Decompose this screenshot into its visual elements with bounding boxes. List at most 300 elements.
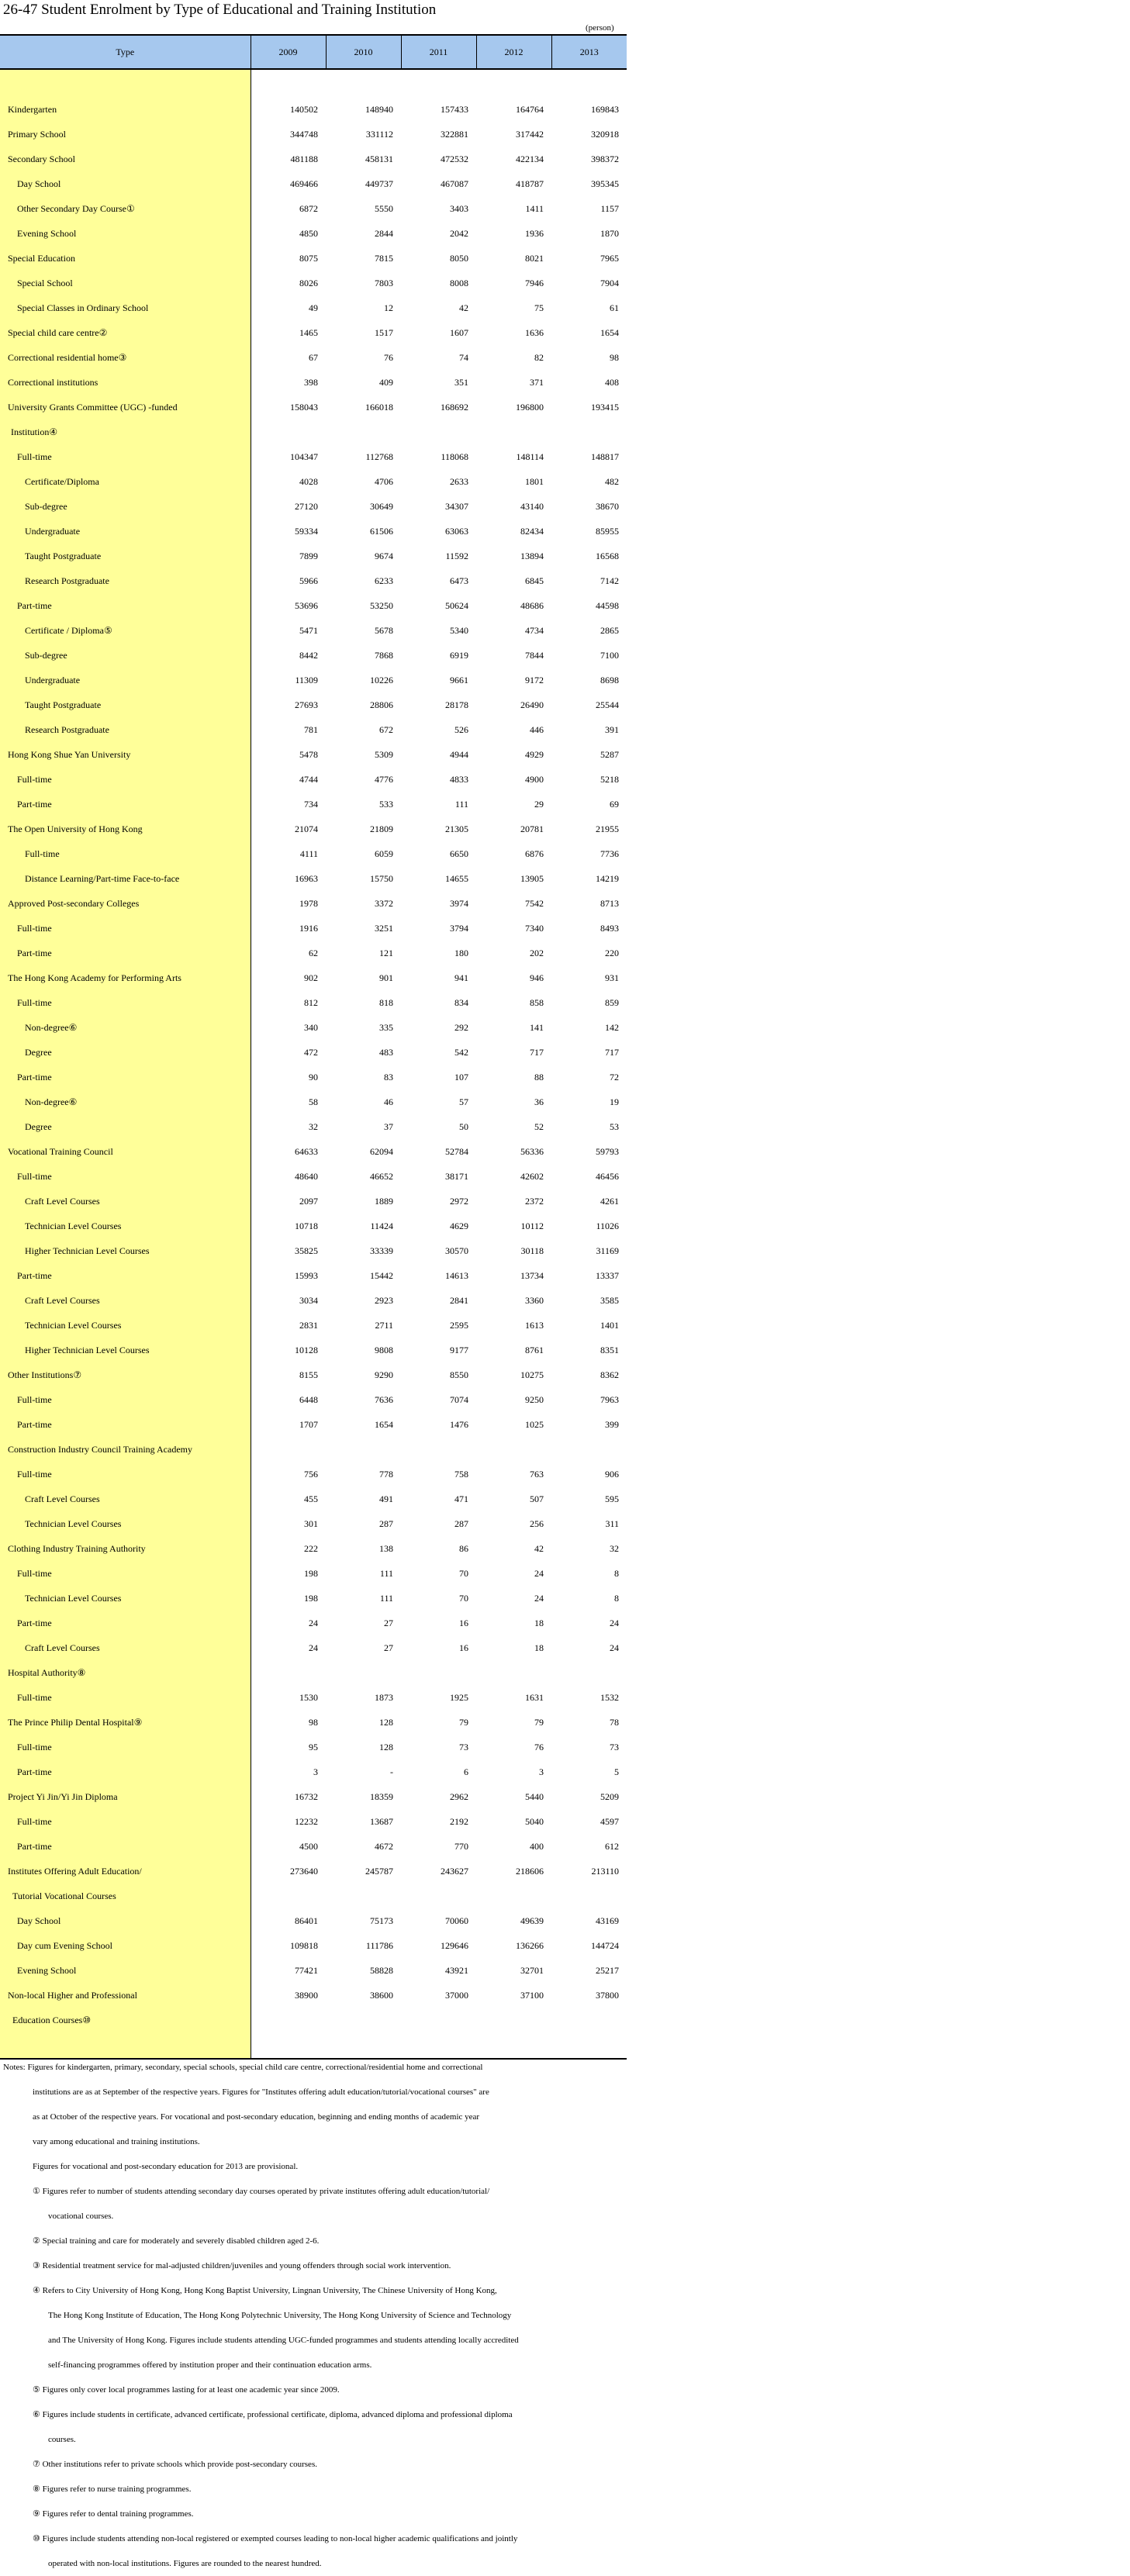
cell-value: 3034: [299, 1294, 318, 1306]
cell-value: 2865: [600, 624, 619, 636]
row-label: Technician Level Courses: [0, 1313, 251, 1338]
note-line: as at October of the respective years. For vocational and post-secondary education, beginning and ending months of academic year: [33, 2112, 480, 2122]
cell-value: 90: [309, 1071, 318, 1083]
cell-value: 901: [379, 972, 393, 983]
table-row: [0, 841, 627, 866]
cell-value: 902: [304, 972, 318, 983]
cell-value: [251, 1437, 326, 1462]
cell-value: 5040: [525, 1815, 544, 1827]
table-row: [0, 221, 627, 246]
cell-value: [251, 420, 326, 444]
cell-value: 79: [459, 1716, 468, 1728]
cell-value: 8550: [450, 1369, 468, 1380]
table-row: [0, 1511, 627, 1536]
row-label: Part-time: [0, 1412, 251, 1437]
note-line: ① Figures refer to number of students attending secondary day courses operated by private institutes offering adult education/tutorial/: [33, 2187, 490, 2196]
cell-value: 5471: [299, 624, 318, 636]
table-row: [0, 792, 627, 817]
table-row: [0, 271, 627, 295]
cell-value: 4028: [299, 475, 318, 487]
table-row: [0, 941, 627, 965]
cell-value: [551, 1884, 627, 1908]
cell-value: 5966: [299, 575, 318, 586]
row-label: Higher Technician Level Courses: [0, 1338, 251, 1362]
cell-value: 446: [530, 723, 544, 735]
cell-value: 15750: [370, 872, 393, 884]
table-row: [0, 69, 627, 97]
cell-value: 7965: [600, 252, 619, 264]
table-row: [0, 1288, 627, 1313]
cell-value: 111: [454, 798, 468, 810]
cell-value: 75173: [370, 1915, 393, 1926]
table-row: [0, 643, 627, 668]
cell-value: 180: [454, 947, 468, 958]
cell-value: 11026: [596, 1220, 619, 1231]
cell-value: 202: [530, 947, 544, 958]
cell-value: 717: [605, 1046, 619, 1058]
table-row: [0, 742, 627, 767]
cell-value: 8761: [525, 1344, 544, 1355]
row-label: Non-degree⑥: [0, 1015, 251, 1040]
cell-value: 8351: [600, 1344, 619, 1355]
table-row: [0, 1611, 627, 1635]
cell-value: 38900: [295, 1989, 318, 2001]
cell-value: 5478: [299, 748, 318, 760]
table-row: [0, 1859, 627, 1884]
cell-value: 46: [384, 1096, 393, 1107]
cell-value: 3360: [525, 1294, 544, 1306]
cell-value: 3974: [450, 897, 468, 909]
table-row: [0, 469, 627, 494]
cell-value: 344748: [290, 128, 318, 140]
cell-value: 43921: [445, 1964, 468, 1976]
table-row: [0, 1759, 627, 1784]
table-row: [0, 618, 627, 643]
header-row: [0, 35, 627, 69]
cell-value: 27693: [295, 699, 318, 710]
cell-value: 11592: [445, 550, 468, 561]
cell-value: 37100: [520, 1989, 544, 2001]
cell-value: 371: [530, 376, 544, 388]
cell-value: 62: [309, 947, 318, 958]
cell-value: 77421: [295, 1964, 318, 1976]
cell-value: 507: [530, 1493, 544, 1504]
cell-value: 76: [534, 1741, 544, 1752]
row-label: Vocational Training Council: [0, 1139, 251, 1164]
cell-value: 1631: [525, 1691, 544, 1703]
row-label: Full-time: [0, 1387, 251, 1412]
cell-value: 128: [379, 1716, 393, 1728]
cell-value: 1801: [525, 475, 544, 487]
table-row: [0, 1809, 627, 1834]
table-row: [0, 568, 627, 593]
cell-value: 469466: [290, 178, 318, 189]
row-label: Full-time: [0, 444, 251, 469]
cell-value: [551, 2008, 627, 2032]
cell-value: 76: [384, 351, 393, 363]
cell-value: 37000: [445, 1989, 468, 2001]
cell-value: 9808: [375, 1344, 393, 1355]
table-row: [0, 1065, 627, 1089]
cell-value: 245787: [365, 1865, 393, 1877]
cell-value: 2633: [450, 475, 468, 487]
cell-value: 5309: [375, 748, 393, 760]
cell-value: 38670: [596, 500, 619, 512]
note-line: ⑦ Other institutions refer to private schools which provide post-secondary courses.: [33, 2460, 317, 2469]
cell-value: 72: [610, 1071, 619, 1083]
cell-value: 422134: [516, 153, 544, 164]
table-row: [0, 246, 627, 271]
row-label: Construction Industry Council Training Academy: [0, 1437, 251, 1462]
cell-value: 483: [379, 1046, 393, 1058]
cell-value: 16: [459, 1642, 468, 1653]
cell-value: 1607: [450, 326, 468, 338]
cell-value: [551, 69, 627, 97]
cell-value: 10226: [370, 674, 393, 685]
row-label: Part-time: [0, 1065, 251, 1089]
row-label: Institutes Offering Adult Education/: [0, 1859, 251, 1884]
cell-value: 18359: [370, 1790, 393, 1802]
row-label: Day cum Evening School: [0, 1933, 251, 1958]
cell-value: 4929: [525, 748, 544, 760]
cell-value: 18: [534, 1642, 544, 1653]
row-label: Certificate / Diploma⑤: [0, 618, 251, 643]
cell-value: 21074: [295, 823, 318, 834]
note-line: courses.: [48, 2435, 76, 2444]
row-label: University Grants Committee (UGC) -funded: [0, 395, 251, 420]
cell-value: 70: [459, 1567, 468, 1579]
cell-value: 107: [454, 1071, 468, 1083]
table-row: [0, 817, 627, 841]
cell-value: 136266: [516, 1939, 544, 1951]
table-row: [0, 2008, 627, 2032]
cell-value: 32: [309, 1121, 318, 1132]
row-label: Tutorial Vocational Courses: [0, 1884, 251, 1908]
cell-value: 7542: [525, 897, 544, 909]
row-label: Correctional residential home③: [0, 345, 251, 370]
cell-value: 395345: [591, 178, 619, 189]
note-line: vary among educational and training institutions.: [33, 2137, 200, 2146]
cell-value: 12: [384, 302, 393, 313]
cell-value: 24: [534, 1567, 544, 1579]
cell-value: 75: [534, 302, 544, 313]
cell-value: 42602: [520, 1170, 544, 1182]
cell-value: 4744: [299, 773, 318, 785]
row-label: Full-time: [0, 841, 251, 866]
table-row: [0, 1487, 627, 1511]
cell-value: 7815: [375, 252, 393, 264]
note-line: ⑩ Figures include students attending non-local registered or exempted courses leading to non-local higher academic qualifications and jointly: [33, 2534, 518, 2543]
cell-value: 1870: [600, 227, 619, 239]
note-line: ② Special training and care for moderately and severely disabled children aged 2-6.: [33, 2236, 320, 2246]
cell-value: 198: [304, 1592, 318, 1604]
cell-value: 1613: [525, 1319, 544, 1331]
table-row: [0, 1214, 627, 1238]
cell-value: 8362: [600, 1369, 619, 1380]
cell-value: 13687: [370, 1815, 393, 1827]
cell-value: 20781: [520, 823, 544, 834]
cell-value: 1978: [299, 897, 318, 909]
cell-value: [326, 1884, 401, 1908]
cell-value: 2844: [375, 227, 393, 239]
cell-value: 11424: [370, 1220, 393, 1231]
cell-value: 8: [614, 1592, 619, 1604]
cell-value: 612: [605, 1840, 619, 1852]
cell-value: 3: [539, 1766, 544, 1777]
note-line: ③ Residential treatment service for mal-adjusted children/juveniles and young offenders through social work intervention.: [33, 2261, 451, 2270]
cell-value: 533: [379, 798, 393, 810]
cell-value: 148114: [516, 451, 544, 462]
row-label: Certificate/Diploma: [0, 469, 251, 494]
row-label: Correctional institutions: [0, 370, 251, 395]
row-label: Degree: [0, 1114, 251, 1139]
cell-value: [326, 1437, 401, 1462]
cell-value: 82: [534, 351, 544, 363]
table-row: [0, 1387, 627, 1412]
table-row: [0, 717, 627, 742]
cell-value: 2962: [450, 1790, 468, 1802]
table-row: [0, 1933, 627, 1958]
cell-value: 7803: [375, 277, 393, 288]
cell-value: 104347: [290, 451, 318, 462]
cell-value: 1157: [600, 202, 619, 214]
row-label: The Open University of Hong Kong: [0, 817, 251, 841]
row-label: Secondary School: [0, 147, 251, 171]
cell-value: 418787: [516, 178, 544, 189]
row-label: Craft Level Courses: [0, 1487, 251, 1511]
cell-value: [551, 420, 627, 444]
table-row: [0, 1834, 627, 1859]
cell-value: 46456: [596, 1170, 619, 1182]
row-label: Part-time: [0, 593, 251, 618]
cell-value: 48640: [295, 1170, 318, 1182]
cell-value: 5209: [600, 1790, 619, 1802]
cell-value: 19: [610, 1096, 619, 1107]
cell-value: 36: [534, 1096, 544, 1107]
cell-value: 50624: [445, 599, 468, 611]
cell-value: 61: [610, 302, 619, 313]
cell-value: 526: [454, 723, 468, 735]
cell-value: 1873: [375, 1691, 393, 1703]
cell-value: 86: [459, 1542, 468, 1554]
note-line: ⑥ Figures include students in certificate, advanced certificate, professional certificate, diploma, advanced diploma and professional diploma: [33, 2410, 513, 2419]
cell-value: 25217: [596, 1964, 619, 1976]
table-row: [0, 1313, 627, 1338]
table-row: [0, 97, 627, 122]
cell-value: 3372: [375, 897, 393, 909]
row-label: Full-time: [0, 767, 251, 792]
cell-value: 243627: [441, 1865, 468, 1877]
cell-value: 859: [605, 996, 619, 1008]
cell-value: 1936: [525, 227, 544, 239]
cell-value: 193415: [591, 401, 619, 413]
notes-section: [3, 2055, 624, 2576]
cell-value: 11309: [295, 674, 318, 685]
cell-value: 4734: [525, 624, 544, 636]
cell-value: 6: [464, 1766, 468, 1777]
cell-value: 26490: [520, 699, 544, 710]
cell-value: 48686: [520, 599, 544, 611]
table-row: [0, 1139, 627, 1164]
cell-value: [551, 1437, 627, 1462]
row-label: The Prince Philip Dental Hospital⑨: [0, 1710, 251, 1735]
table-row: [0, 122, 627, 147]
cell-value: 42: [459, 302, 468, 313]
row-label: Special Classes in Ordinary School: [0, 295, 251, 320]
row-label: [0, 69, 251, 97]
note-line: and The University of Hong Kong. Figures include students attending UGC-funded programmes and students attending locally accredited: [48, 2336, 519, 2345]
cell-value: 1916: [299, 922, 318, 934]
cell-value: 29: [534, 798, 544, 810]
table-row: [0, 990, 627, 1015]
cell-value: 8050: [450, 252, 468, 264]
table-row: [0, 1586, 627, 1611]
cell-value: 2192: [450, 1815, 468, 1827]
cell-value: [476, 420, 551, 444]
table-row: [0, 1089, 627, 1114]
table-row: [0, 1884, 627, 1908]
cell-value: 6845: [525, 575, 544, 586]
row-label: Full-time: [0, 916, 251, 941]
cell-value: 7074: [450, 1393, 468, 1405]
cell-value: 1025: [525, 1418, 544, 1430]
cell-value: 10128: [295, 1344, 318, 1355]
cell-value: 4850: [299, 227, 318, 239]
cell-value: 7868: [375, 649, 393, 661]
cell-value: 44598: [596, 599, 619, 611]
table-row: [0, 1784, 627, 1809]
row-label: Taught Postgraduate: [0, 692, 251, 717]
cell-value: 8021: [525, 252, 544, 264]
cell-value: 472: [304, 1046, 318, 1058]
row-label: Undergraduate: [0, 668, 251, 692]
note-line: Figures for vocational and post-secondary education for 2013 are provisional.: [33, 2162, 299, 2171]
cell-value: 1925: [450, 1691, 468, 1703]
cell-value: 24: [610, 1617, 619, 1628]
cell-value: 30118: [520, 1245, 544, 1256]
cell-value: 52: [534, 1121, 544, 1132]
cell-value: [401, 1884, 476, 1908]
cell-value: 49: [309, 302, 318, 313]
cell-value: 4261: [600, 1195, 619, 1207]
cell-value: 70: [459, 1592, 468, 1604]
row-label: Special School: [0, 271, 251, 295]
cell-value: [251, 1884, 326, 1908]
cell-value: 16568: [596, 550, 619, 561]
cell-value: 73: [610, 1741, 619, 1752]
page-title: 26-47 Student Enrolment by Type of Educational and Training Institution: [3, 2, 437, 18]
cell-value: 14613: [445, 1269, 468, 1281]
row-label: Craft Level Courses: [0, 1288, 251, 1313]
table-row: [0, 147, 627, 171]
table-row: [0, 891, 627, 916]
cell-value: [401, 1660, 476, 1685]
cell-value: 9674: [375, 550, 393, 561]
cell-value: 3585: [600, 1294, 619, 1306]
cell-value: 10112: [520, 1220, 544, 1231]
row-label: Other Secondary Day Course①: [0, 196, 251, 221]
unit-label: (person): [586, 23, 614, 33]
cell-value: 458131: [365, 153, 393, 164]
cell-value: 301: [304, 1518, 318, 1529]
cell-value: 15442: [370, 1269, 393, 1281]
cell-value: 118068: [441, 451, 468, 462]
row-label: Day School: [0, 171, 251, 196]
cell-value: 5287: [600, 748, 619, 760]
cell-value: 467087: [441, 178, 468, 189]
cell-value: 37: [384, 1121, 393, 1132]
cell-value: 148817: [591, 451, 619, 462]
note-line: ⑨ Figures refer to dental training programmes.: [33, 2509, 194, 2519]
table-row: [0, 1710, 627, 1735]
cell-value: 222: [304, 1542, 318, 1554]
cell-value: 398: [304, 376, 318, 388]
cell-value: 906: [605, 1468, 619, 1480]
cell-value: 1889: [375, 1195, 393, 1207]
cell-value: 7899: [299, 550, 318, 561]
table-row: [0, 1983, 627, 2008]
cell-value: 941: [454, 972, 468, 983]
cell-value: 138: [379, 1542, 393, 1554]
cell-value: [476, 69, 551, 97]
cell-value: 9177: [450, 1344, 468, 1355]
cell-value: 472532: [441, 153, 468, 164]
table-row: [0, 171, 627, 196]
cell-value: 399: [605, 1418, 619, 1430]
row-label: Craft Level Courses: [0, 1635, 251, 1660]
row-label: Full-time: [0, 1809, 251, 1834]
cell-value: 4500: [299, 1840, 318, 1852]
cell-value: 455: [304, 1493, 318, 1504]
row-label: Part-time: [0, 1759, 251, 1784]
cell-value: [476, 2008, 551, 2032]
row-label: Special Education: [0, 246, 251, 271]
cell-value: 16963: [295, 872, 318, 884]
cell-value: 2595: [450, 1319, 468, 1331]
cell-value: 317442: [516, 128, 544, 140]
cell-value: 400: [530, 1840, 544, 1852]
row-label: Technician Level Courses: [0, 1586, 251, 1611]
table-row: [0, 444, 627, 469]
cell-value: 482: [605, 475, 619, 487]
note-line: ⑤ Figures only cover local programmes lasting for at least one academic year since 2009.: [33, 2385, 340, 2395]
note-line: vocational courses.: [48, 2212, 114, 2221]
cell-value: 6473: [450, 575, 468, 586]
cell-value: 351: [454, 376, 468, 388]
row-label: Other Institutions⑦: [0, 1362, 251, 1387]
cell-value: 58: [309, 1096, 318, 1107]
cell-value: 148940: [365, 103, 393, 115]
cell-value: 9661: [450, 674, 468, 685]
cell-value: 32701: [520, 1964, 544, 1976]
cell-value: 9290: [375, 1369, 393, 1380]
cell-value: 140502: [290, 103, 318, 115]
cell-value: 83: [384, 1071, 393, 1083]
cell-value: 164764: [516, 103, 544, 115]
cell-value: 59334: [295, 525, 318, 537]
cell-value: 166018: [365, 401, 393, 413]
table-row: [0, 1338, 627, 1362]
row-label: Institution④: [0, 420, 251, 444]
cell-value: 1636: [525, 326, 544, 338]
cell-value: 38600: [370, 1989, 393, 2001]
cell-value: 7636: [375, 1393, 393, 1405]
row-label: Hong Kong Shue Yan University: [0, 742, 251, 767]
table-row: [0, 1462, 627, 1487]
cell-value: 34307: [445, 500, 468, 512]
row-label: Sub-degree: [0, 643, 251, 668]
cell-value: 8442: [299, 649, 318, 661]
